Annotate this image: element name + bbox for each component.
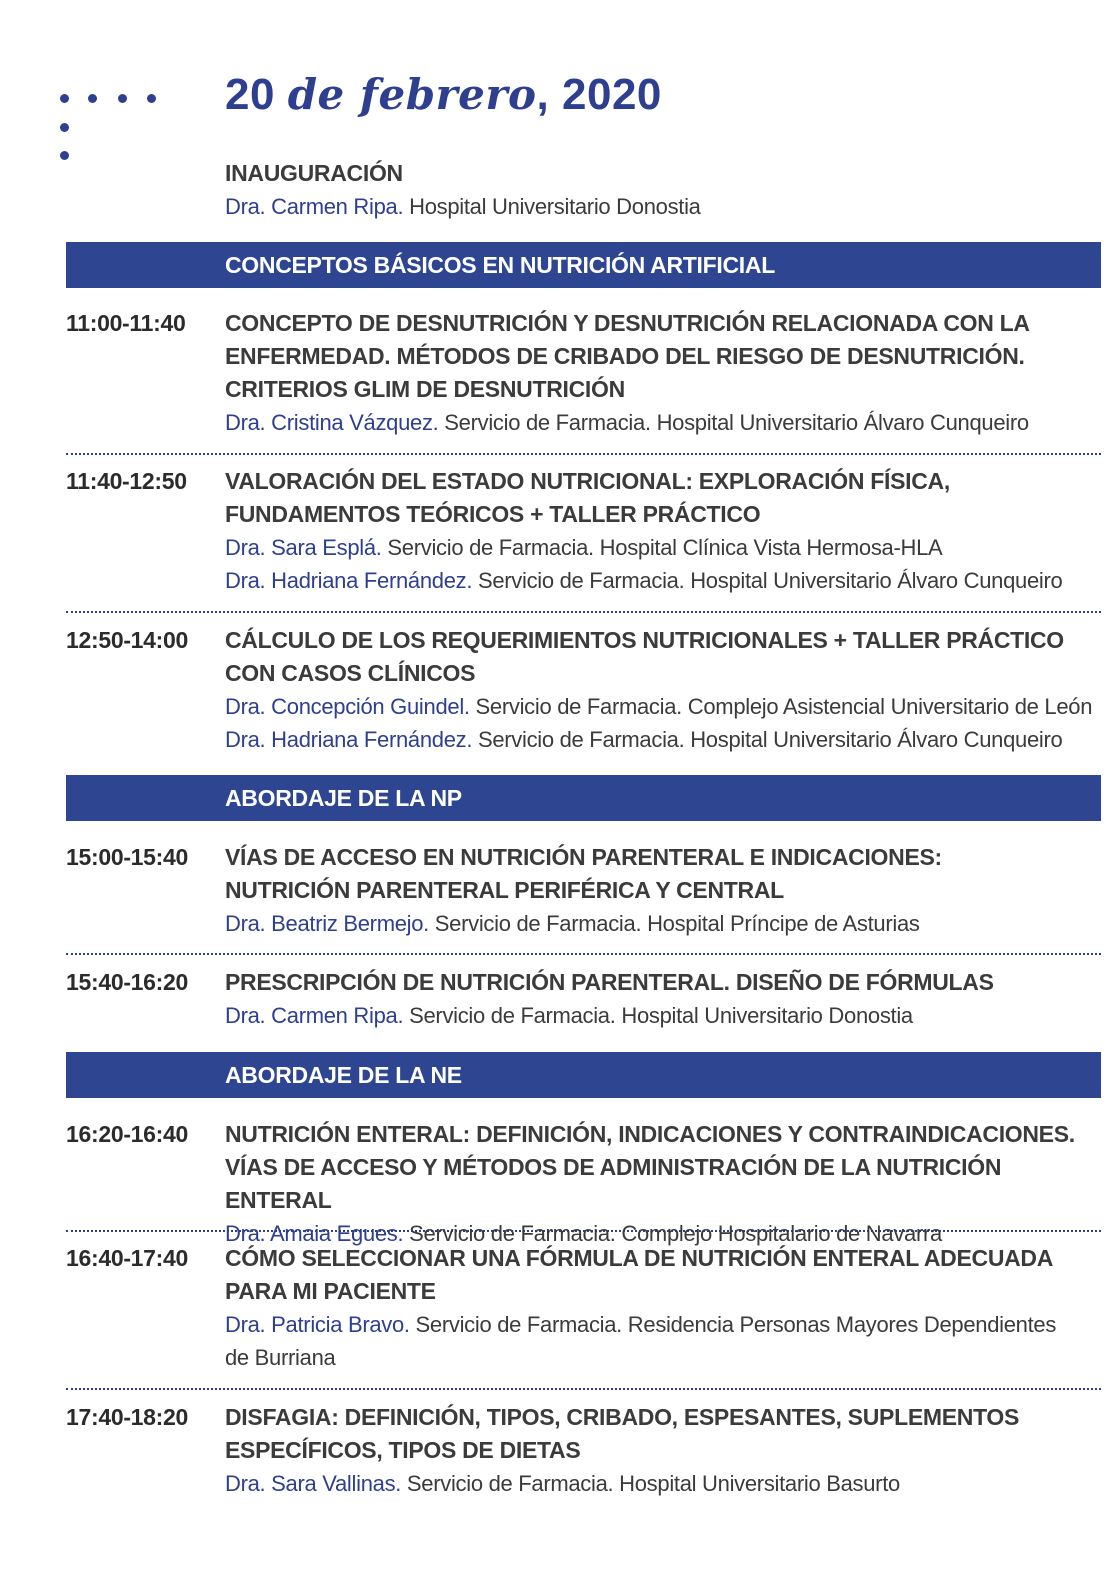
speaker-name: Dra. Cristina Vázquez.	[225, 410, 439, 435]
session-title-line: NUTRICIÓN PARENTERAL PERIFÉRICA Y CENTRAL	[225, 877, 784, 903]
session	[66, 1242, 1101, 1390]
speaker-name: Dra. Carmen Ripa.	[225, 194, 404, 219]
session	[66, 1401, 1101, 1511]
session-title-line: CRITERIOS GLIM DE DESNUTRICIÓN	[225, 376, 625, 402]
section-header: CONCEPTOS BÁSICOS EN NUTRICIÓN ARTIFICIAL	[66, 242, 1101, 288]
section-header: ABORDAJE DE LA NE	[66, 1052, 1101, 1098]
speaker-line-continuation: de Burriana	[225, 1345, 336, 1370]
session	[66, 624, 1101, 764]
speaker-line	[225, 1467, 1097, 1500]
session-title-line: PARA MI PACIENTE	[225, 1278, 436, 1304]
session-time: 11:00-11:40	[66, 310, 186, 336]
session	[66, 1118, 1101, 1246]
session	[66, 841, 1101, 955]
session-title-line: CONCEPTO DE DESNUTRICIÓN Y DESNUTRICIÓN RELACIONADA CON LA	[225, 310, 1030, 336]
session-title-line: FUNDAMENTOS TEÓRICOS + TALLER PRÁCTICO	[225, 501, 761, 527]
speaker-name: Dra. Hadriana Fernández.	[225, 568, 473, 593]
date-day: 20	[225, 70, 275, 119]
session-time: 17:40-18:20	[66, 1404, 189, 1430]
session-title-line: ESPECÍFICOS, TIPOS DE DIETAS	[225, 1437, 581, 1463]
session-title-line: DISFAGIA: DEFINICIÓN, TIPOS, CRIBADO, ESPESANTES, SUPLEMENTOS	[225, 1404, 1020, 1430]
session-title-line: ENFERMEDAD. MÉTODOS DE CRIBADO DEL RIESGO DE DESNUTRICIÓN.	[225, 343, 1025, 369]
session-title-line: VALORACIÓN DEL ESTADO NUTRICIONAL: EXPLORACIÓN FÍSICA,	[225, 468, 950, 494]
dot	[60, 151, 69, 160]
session-time: 16:40-17:40	[66, 1245, 189, 1271]
speaker-affiliation: Servicio de Farmacia. Hospital Universitario Donostia	[403, 1003, 913, 1028]
session-title-line: NUTRICIÓN ENTERAL: DEFINICIÓN, INDICACIONES Y CONTRAINDICACIONES.	[225, 1121, 1075, 1147]
speaker-affiliation: Servicio de Farmacia. Residencia Personas Mayores Dependientes	[409, 1312, 1057, 1337]
speaker-name: Dra. Patricia Bravo.	[225, 1312, 410, 1337]
speaker-name: Dra. Beatriz Bermejo.	[225, 911, 429, 936]
speaker-line	[225, 406, 1097, 439]
speaker-name: Dra. Hadriana Fernández.	[225, 727, 473, 752]
session-time: 15:40-16:20	[66, 969, 189, 995]
decorative-dots	[58, 88, 168, 168]
speaker-line	[225, 531, 1097, 564]
speaker-name: Dra. Carmen Ripa.	[225, 1003, 404, 1028]
session	[66, 307, 1101, 455]
speaker-affiliation: Servicio de Farmacia. Hospital Universitario Álvaro Cunqueiro	[438, 410, 1029, 435]
speaker-affiliation: Servicio de Farmacia. Hospital Universitario Álvaro Cunqueiro	[472, 727, 1063, 752]
session-title-line: PRESCRIPCIÓN DE NUTRICIÓN PARENTERAL. DISEÑO DE FÓRMULAS	[225, 969, 994, 995]
speaker-affiliation: Servicio de Farmacia. Hospital Universitario Álvaro Cunqueiro	[472, 568, 1063, 593]
speaker-affiliation: Servicio de Farmacia. Hospital Príncipe de Asturias	[429, 911, 920, 936]
speaker-line	[225, 190, 1075, 223]
session-title-line: VÍAS DE ACCESO EN NUTRICIÓN PARENTERAL E INDICACIONES:	[225, 844, 942, 870]
session-title-line: VÍAS DE ACCESO Y MÉTODOS DE ADMINISTRACIÓN DE LA NUTRICIÓN ENTERAL	[225, 1154, 1002, 1213]
speaker-line	[225, 564, 1097, 597]
speaker-affiliation: Hospital Universitario Donostia	[403, 194, 701, 219]
session-time: 12:50-14:00	[66, 627, 189, 653]
session	[66, 465, 1101, 613]
speaker-name: Dra. Sara Esplá.	[225, 535, 382, 560]
speaker-line	[225, 907, 1097, 940]
speaker-name: Dra. Sara Vallinas.	[225, 1471, 402, 1496]
speaker-name: Dra. Concepción Guindel.	[225, 694, 470, 719]
speaker-line	[225, 1308, 1097, 1341]
speaker-affiliation: Servicio de Farmacia. Complejo Asistencial Universitario de León	[469, 694, 1093, 719]
date-month: de febrero	[287, 70, 537, 119]
speaker-line	[225, 723, 1097, 756]
speaker-affiliation: Servicio de Farmacia. Hospital Universitario Basurto	[401, 1471, 900, 1496]
session-title-line: CÓMO SELECCIONAR UNA FÓRMULA DE NUTRICIÓN ENTERAL ADECUADA	[225, 1245, 1054, 1271]
dot	[60, 94, 69, 103]
dot	[60, 123, 69, 132]
date-year: , 2020	[536, 70, 662, 119]
page-title	[225, 70, 662, 120]
session-time: 15:00-15:40	[66, 844, 189, 870]
session-time: 16:20-16:40	[66, 1121, 189, 1147]
session-title-line: CON CASOS CLÍNICOS	[225, 660, 476, 686]
session-time: 11:40-12:50	[66, 468, 187, 494]
speaker-name: Dra. Amaia Egues.	[225, 1221, 404, 1246]
session	[66, 966, 1101, 1040]
speaker-affiliation: Servicio de Farmacia. Complejo Hospitalario de Navarra	[403, 1221, 942, 1246]
speaker-affiliation: Servicio de Farmacia. Hospital Clínica Vista Hermosa-HLA	[381, 535, 943, 560]
inauguration-title: INAUGURACIÓN	[225, 160, 403, 186]
inauguration	[225, 157, 1075, 223]
session-title-line: CÁLCULO DE LOS REQUERIMIENTOS NUTRICIONALES + TALLER PRÁCTICO	[225, 627, 1064, 653]
speaker-line	[225, 690, 1097, 723]
speaker-line	[225, 999, 1097, 1032]
dot	[88, 94, 97, 103]
dot	[118, 94, 127, 103]
section-header: ABORDAJE DE LA NP	[66, 775, 1101, 821]
dot	[147, 94, 156, 103]
